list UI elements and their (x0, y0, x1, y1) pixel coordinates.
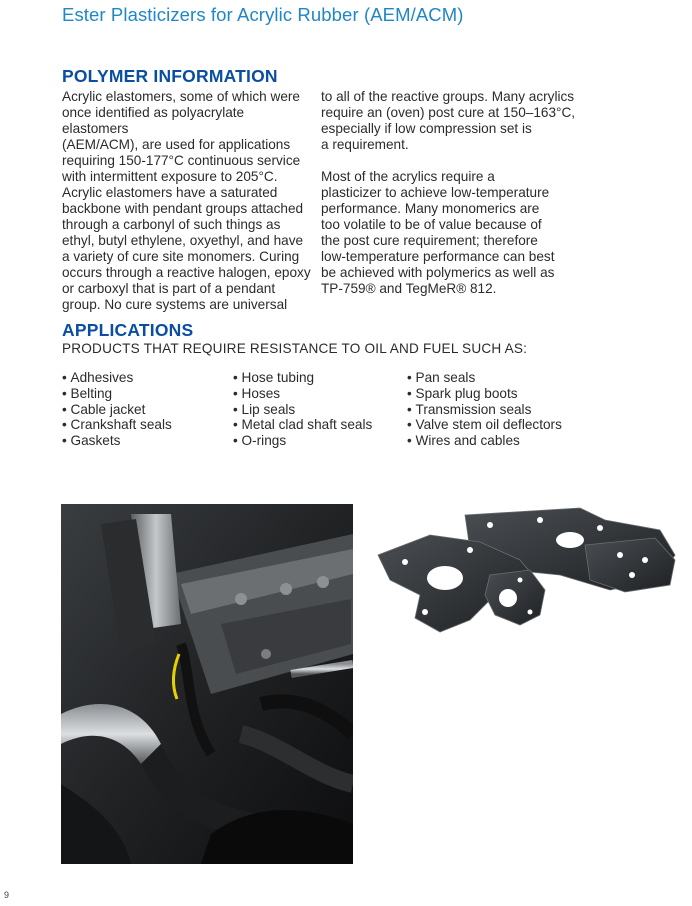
applications-list-column-2 (233, 370, 372, 449)
applications-list-column-1 (62, 370, 172, 449)
applications-list-column-3 (407, 370, 562, 449)
list-item: • Crankshaft seals (62, 417, 172, 433)
polymer-info-paragraph-2: to all of the reactive groups. Many acrylics require an (oven) post cure at 150–163°C, especially if low compression set is a requirement. (321, 89, 576, 152)
gaskets-image (370, 500, 680, 645)
page-header-title: Ester Plasticizers for Acrylic Rubber (AEM/ACM) (62, 4, 464, 25)
polymer-information-heading: POLYMER INFORMATION (62, 66, 278, 86)
polymer-info-paragraph-1: Acrylic elastomers, some of which were once identified as polyacrylate elastomers (AEM/ACM), are used for applications requiring 150-177°C continuous service with intermittent exposure to 205°C. Acrylic elastomers have a saturated backbone with pendant groups attached through a carbonyl of such things as ethyl, butyl ethylene, oxyethyl, and have a variety of cure site monomers. Curing occurs through a reactive halogen, epoxy or carboxyl that is part of a pendant group. No cure systems are universal (62, 89, 311, 312)
list-item: • Cable jacket (62, 402, 172, 418)
applications-heading: APPLICATIONS (62, 320, 194, 340)
engine-bay-photo (61, 504, 353, 864)
list-item: • Pan seals (407, 370, 562, 386)
list-item: • Adhesives (62, 370, 172, 386)
list-item: • Spark plug boots (407, 386, 562, 402)
applications-subtitle: PRODUCTS THAT REQUIRE RESISTANCE TO OIL AND FUEL SUCH AS: (62, 341, 528, 356)
polymer-info-paragraph-3: Most of the acrylics require a plasticizer to achieve low-temperature performance. Many monomerics are too volatile to be of value because of the post cure requirement; therefore low-temperature performance can best be achieved with polymerics as well as TP-759® and TegMeR® 812. (321, 169, 555, 296)
list-item: • Wires and cables (407, 433, 562, 449)
polymer-info-column-1 (62, 89, 312, 313)
polymer-info-column-2 (321, 89, 591, 297)
list-item: • Transmission seals (407, 402, 562, 418)
list-item: • Valve stem oil deflectors (407, 417, 562, 433)
list-item: • Lip seals (233, 402, 372, 418)
list-item: • Gaskets (62, 433, 172, 449)
list-item: • Belting (62, 386, 172, 402)
list-item: • Hose tubing (233, 370, 372, 386)
page-number: 9 (4, 890, 10, 900)
list-item: • Hoses (233, 386, 372, 402)
list-item: • O-rings (233, 433, 372, 449)
list-item: • Metal clad shaft seals (233, 417, 372, 433)
